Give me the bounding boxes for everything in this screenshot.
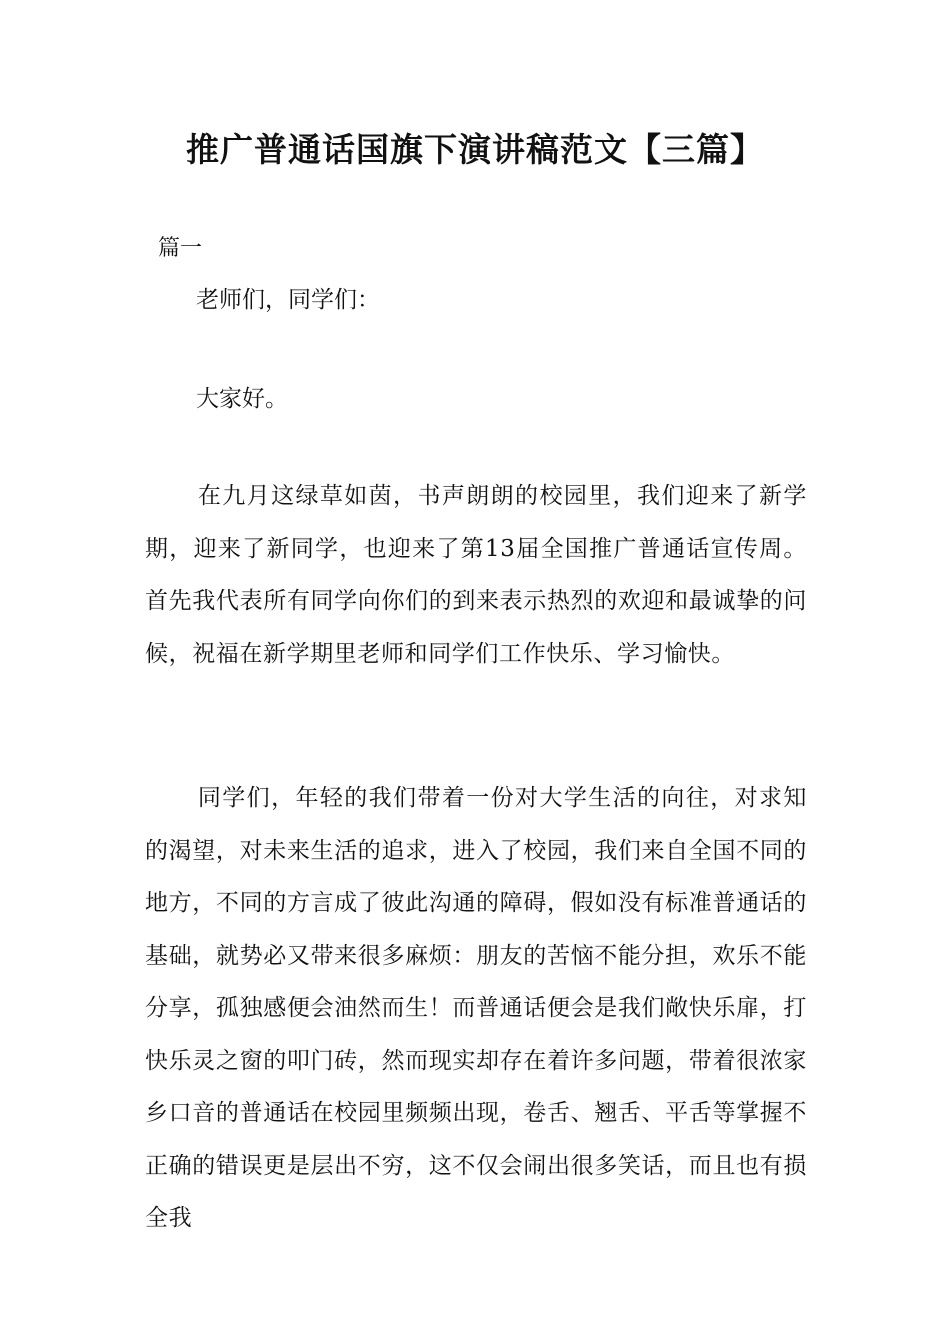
salutation: 老师们，同学们： [196, 287, 380, 313]
body-paragraph-1: 在九月这绿草如茵，书声朗朗的校园里，我们迎来了新学期，迎来了新同学，也迎来了第13届全国推广普通话宣传周。首先我代表所有同学向你们的到来表示热烈的欢迎和最诚挚的问候，祝福在新学期里老师和同学们工作快乐、学习愉快。 [145, 483, 807, 667]
greeting: 大家好。 [196, 386, 288, 412]
document-title: 推广普通话国旗下演讲稿范文【三篇】 [186, 130, 764, 169]
body-paragraph-2: 同学们，年轻的我们带着一份对大学生活的向往，对求知的渴望，对未来生活的追求，进入了校园，我们来自全国不同的地方，不同的方言成了彼此沟通的障碍，假如没有标准普通话的基础，就势必又带来很多麻烦：朋友的苦恼不能分担，欢乐不能分享，孤独感便会油然而生！而普通话便会是我们敞快乐扉，打快乐灵之窗的叩门砖，然而现实却存在着许多问题，带着很浓家乡口音的普通话在校园里频频出现，卷舌、翘舌、平舌等掌握不正确的错误更是层出不穷，这不仅会闹出很多笑话，而且也有损全我 [145, 785, 807, 1231]
section-label: 篇一 [158, 236, 203, 261]
